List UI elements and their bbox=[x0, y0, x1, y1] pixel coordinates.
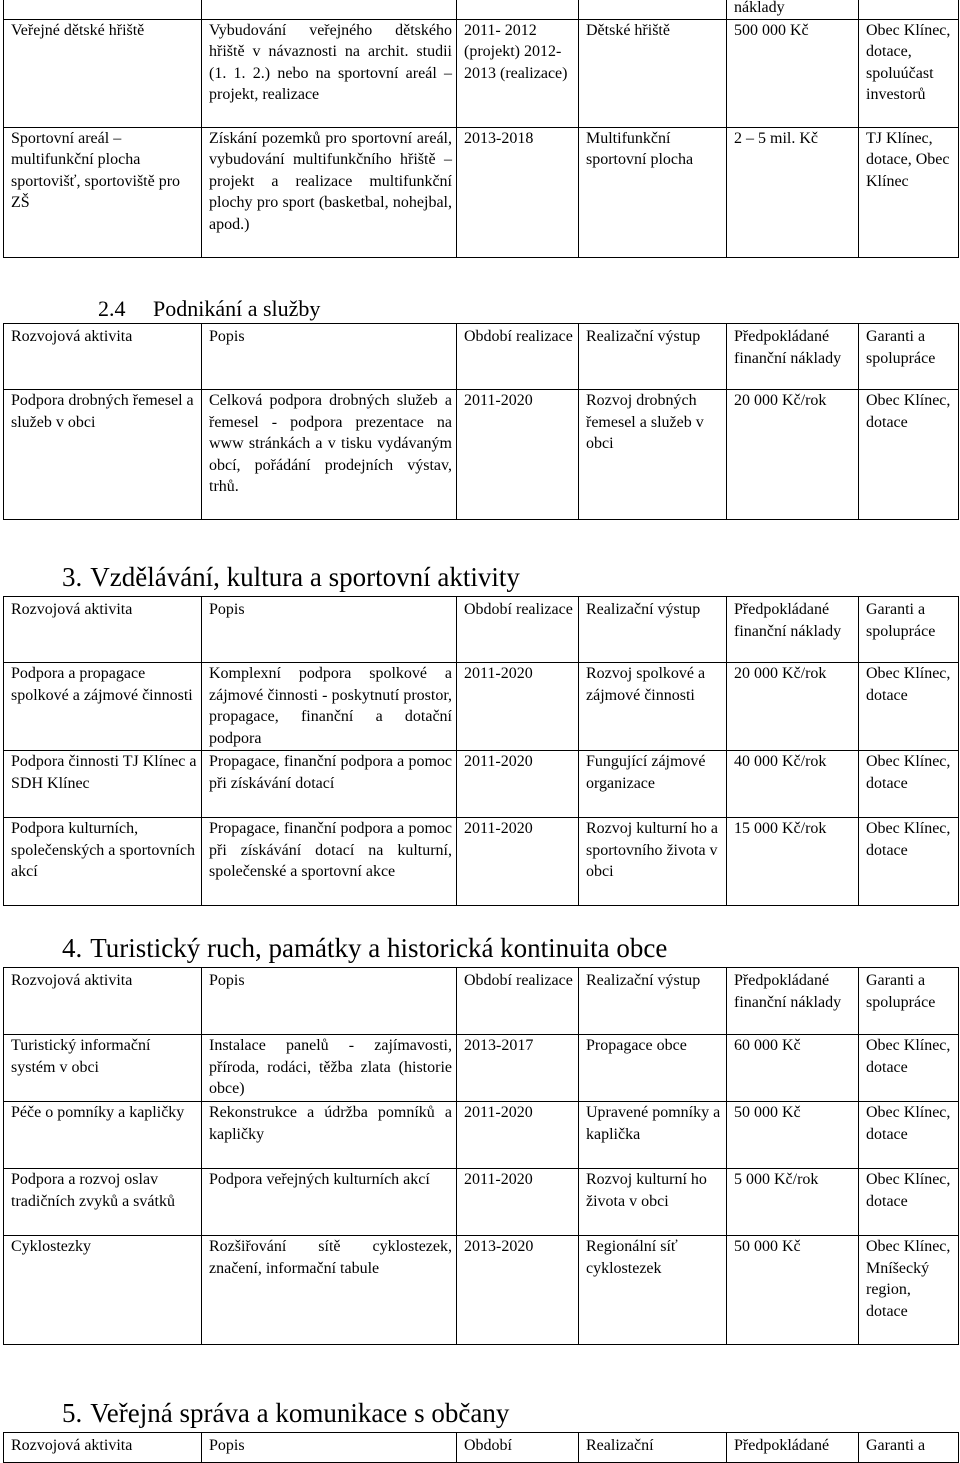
description-cell: Propagace, finanční podpora a pomoc při získávání dotací na kulturní, společenské a sportovní akce bbox=[202, 818, 457, 906]
activity-cell: Sportovní areál – multifunkční plocha sportovišť, sportoviště pro ZŠ bbox=[4, 127, 202, 257]
header-activity: Rozvojová aktivita bbox=[4, 968, 202, 1035]
period-cell: 2011- 2012 (projekt) 2012-2013 (realizace) bbox=[457, 19, 579, 127]
header-row bbox=[4, 1433, 959, 1463]
output-cell: Upravené pomníky a kaplička bbox=[579, 1102, 727, 1169]
header-guarantor: Garanti a spolupráce bbox=[859, 324, 959, 390]
table-row bbox=[4, 1102, 959, 1169]
section-title: Turistický ruch, památky a historická kontinuita obce bbox=[90, 933, 668, 963]
description-cell: Vybudování veřejného dětského hřiště v návaznosti na archit. studii (1. 1. 2.) nebo na sportovní areál – projekt, realizace bbox=[202, 19, 457, 127]
guarantor-cell: Obec Klínec, dotace bbox=[859, 818, 959, 906]
header-period: Období realizace bbox=[457, 968, 579, 1035]
output-cell: Rozvoj spolkové a zájmové činnosti bbox=[579, 663, 727, 751]
header-description: Popis bbox=[202, 1433, 457, 1463]
period-cell: 2013-2020 bbox=[457, 1236, 579, 1345]
activity-cell: Péče o pomníky a kapličky bbox=[4, 1102, 202, 1169]
table-row bbox=[4, 818, 959, 906]
section-number: 4. bbox=[62, 933, 83, 963]
table-row bbox=[4, 0, 959, 19]
section-heading bbox=[98, 296, 320, 322]
cost-cell: 5 000 Kč/rok bbox=[727, 1169, 859, 1236]
period-cell: 2011-2020 bbox=[457, 818, 579, 906]
cost-cell: 60 000 Kč bbox=[727, 1035, 859, 1102]
section-number: 5. bbox=[62, 1398, 83, 1428]
period-cell: 2013-2018 bbox=[457, 127, 579, 257]
top-table bbox=[3, 0, 959, 258]
table-row bbox=[4, 19, 959, 127]
header-period: Období bbox=[457, 1433, 579, 1463]
period-cell: 2013-2017 bbox=[457, 1035, 579, 1102]
cost-cell: 2 – 5 mil. Kč bbox=[727, 127, 859, 257]
activity-cell: Veřejné dětské hřiště bbox=[4, 19, 202, 127]
cost-header-tail: náklady bbox=[727, 0, 859, 19]
guarantor-cell: TJ Klínec, dotace, Obec Klínec bbox=[859, 127, 959, 257]
table-row bbox=[4, 127, 959, 257]
header-activity: Rozvojová aktivita bbox=[4, 324, 202, 390]
description-cell: Rekonstrukce a údržba pomníků a kapličky bbox=[202, 1102, 457, 1169]
header-cost: Předpokládané bbox=[727, 1433, 859, 1463]
output-cell: Propagace obce bbox=[579, 1035, 727, 1102]
guarantor-cell: Obec Klínec, dotace bbox=[859, 1169, 959, 1236]
cost-cell: 40 000 Kč/rok bbox=[727, 751, 859, 818]
guarantor-cell: Obec Klínec, dotace, spoluúčast investorů bbox=[859, 19, 959, 127]
description-cell: Celková podpora drobných služeb a řemesel - podpora prezentace na www stránkách a v tisku vydávaným obcí, pořádání prodejních výstav, trhů. bbox=[202, 390, 457, 520]
description-cell: Rozšiřování sítě cyklostezek, značení, informační tabule bbox=[202, 1236, 457, 1345]
cost-cell: 50 000 Kč bbox=[727, 1102, 859, 1169]
header-period: Období realizace bbox=[457, 324, 579, 390]
header-row bbox=[4, 597, 959, 663]
section-title: Podnikání a služby bbox=[153, 296, 321, 321]
period-cell: 2011-2020 bbox=[457, 1169, 579, 1236]
section-number: 3. bbox=[62, 562, 83, 592]
table-row bbox=[4, 1169, 959, 1236]
header-output: Realizační výstup bbox=[579, 597, 727, 663]
activity-cell: Cyklostezky bbox=[4, 1236, 202, 1345]
header-guarantor: Garanti a bbox=[859, 1433, 959, 1463]
period-cell: 2011-2020 bbox=[457, 663, 579, 751]
table-row bbox=[4, 751, 959, 818]
activity-cell: Turistický informační systém v obci bbox=[4, 1035, 202, 1102]
header-cost: Předpokládané finanční náklady bbox=[727, 968, 859, 1035]
guarantor-cell: Obec Klínec, dotace bbox=[859, 751, 959, 818]
output-cell: Fungující zájmové organizace bbox=[579, 751, 727, 818]
period-cell: 2011-2020 bbox=[457, 1102, 579, 1169]
section-heading bbox=[62, 933, 667, 964]
guarantor-cell: Obec Klínec, dotace bbox=[859, 1035, 959, 1102]
section-title: Vzdělávání, kultura a sportovní aktivity bbox=[90, 562, 520, 592]
guarantor-cell: Obec Klínec, Mníšecký region, dotace bbox=[859, 1236, 959, 1345]
header-output: Realizační bbox=[579, 1433, 727, 1463]
activity-cell: Podpora činnosti TJ Klínec a SDH Klínec bbox=[4, 751, 202, 818]
output-cell: Rozvoj drobných řemesel a služeb v obci bbox=[579, 390, 727, 520]
period-cell: 2011-2020 bbox=[457, 751, 579, 818]
activity-cell: Podpora kulturních, společenských a sportovních akcí bbox=[4, 818, 202, 906]
section-table bbox=[3, 596, 959, 906]
description-cell: Podpora veřejných kulturních akcí bbox=[202, 1169, 457, 1236]
header-guarantor: Garanti a spolupráce bbox=[859, 968, 959, 1035]
header-row bbox=[4, 968, 959, 1035]
output-cell: Regionální síť cyklostezek bbox=[579, 1236, 727, 1345]
section-heading bbox=[62, 1398, 509, 1429]
activity-cell: Podpora a propagace spolkové a zájmové činnosti bbox=[4, 663, 202, 751]
activity-cell: Podpora drobných řemesel a služeb v obci bbox=[4, 390, 202, 520]
header-output: Realizační výstup bbox=[579, 968, 727, 1035]
guarantor-cell: Obec Klínec, dotace bbox=[859, 1102, 959, 1169]
period-cell: 2011-2020 bbox=[457, 390, 579, 520]
header-period: Období realizace bbox=[457, 597, 579, 663]
description-cell: Získání pozemků pro sportovní areál, vybudování multifunkčního hřiště – projekt a realizace multifunkční plochy pro sport (basketbal, nohejbal, apod.) bbox=[202, 127, 457, 257]
cost-cell: 50 000 Kč bbox=[727, 1236, 859, 1345]
output-cell: Rozvoj kulturní ho života v obci bbox=[579, 1169, 727, 1236]
guarantor-cell: Obec Klínec, dotace bbox=[859, 663, 959, 751]
table-row bbox=[4, 663, 959, 751]
header-row bbox=[4, 324, 959, 390]
section-table bbox=[3, 323, 959, 520]
header-description: Popis bbox=[202, 324, 457, 390]
section-number: 2.4 bbox=[98, 296, 126, 321]
table-row bbox=[4, 1236, 959, 1345]
cost-cell: 20 000 Kč/rok bbox=[727, 663, 859, 751]
table-row bbox=[4, 390, 959, 520]
header-output: Realizační výstup bbox=[579, 324, 727, 390]
output-cell: Rozvoj kulturní ho a sportovního života v obci bbox=[579, 818, 727, 906]
header-activity: Rozvojová aktivita bbox=[4, 597, 202, 663]
description-cell: Instalace panelů - zajímavosti, příroda, rodáci, těžba zlata (historie obce) bbox=[202, 1035, 457, 1102]
output-cell: Dětské hřiště bbox=[579, 19, 727, 127]
description-cell: Komplexní podpora spolkové a zájmové činnosti - poskytnutí prostor, propagace, finanční a dotační podpora bbox=[202, 663, 457, 751]
header-cost: Předpokládané finanční náklady bbox=[727, 324, 859, 390]
section-heading bbox=[62, 562, 520, 593]
description-cell: Propagace, finanční podpora a pomoc při získávání dotací bbox=[202, 751, 457, 818]
header-activity: Rozvojová aktivita bbox=[4, 1433, 202, 1463]
section-title: Veřejná správa a komunikace s občany bbox=[90, 1398, 510, 1428]
output-cell: Multifunkční sportovní plocha bbox=[579, 127, 727, 257]
guarantor-cell: Obec Klínec, dotace bbox=[859, 390, 959, 520]
header-cost: Předpokládané finanční náklady bbox=[727, 597, 859, 663]
cost-cell: 15 000 Kč/rok bbox=[727, 818, 859, 906]
header-guarantor: Garanti a spolupráce bbox=[859, 597, 959, 663]
header-description: Popis bbox=[202, 597, 457, 663]
activity-cell: Podpora a rozvoj oslav tradičních zvyků a svátků bbox=[4, 1169, 202, 1236]
cost-cell: 500 000 Kč bbox=[727, 19, 859, 127]
table-row bbox=[4, 1035, 959, 1102]
section-table bbox=[3, 967, 959, 1345]
header-description: Popis bbox=[202, 968, 457, 1035]
section-table bbox=[3, 1432, 959, 1463]
cost-cell: 20 000 Kč/rok bbox=[727, 390, 859, 520]
